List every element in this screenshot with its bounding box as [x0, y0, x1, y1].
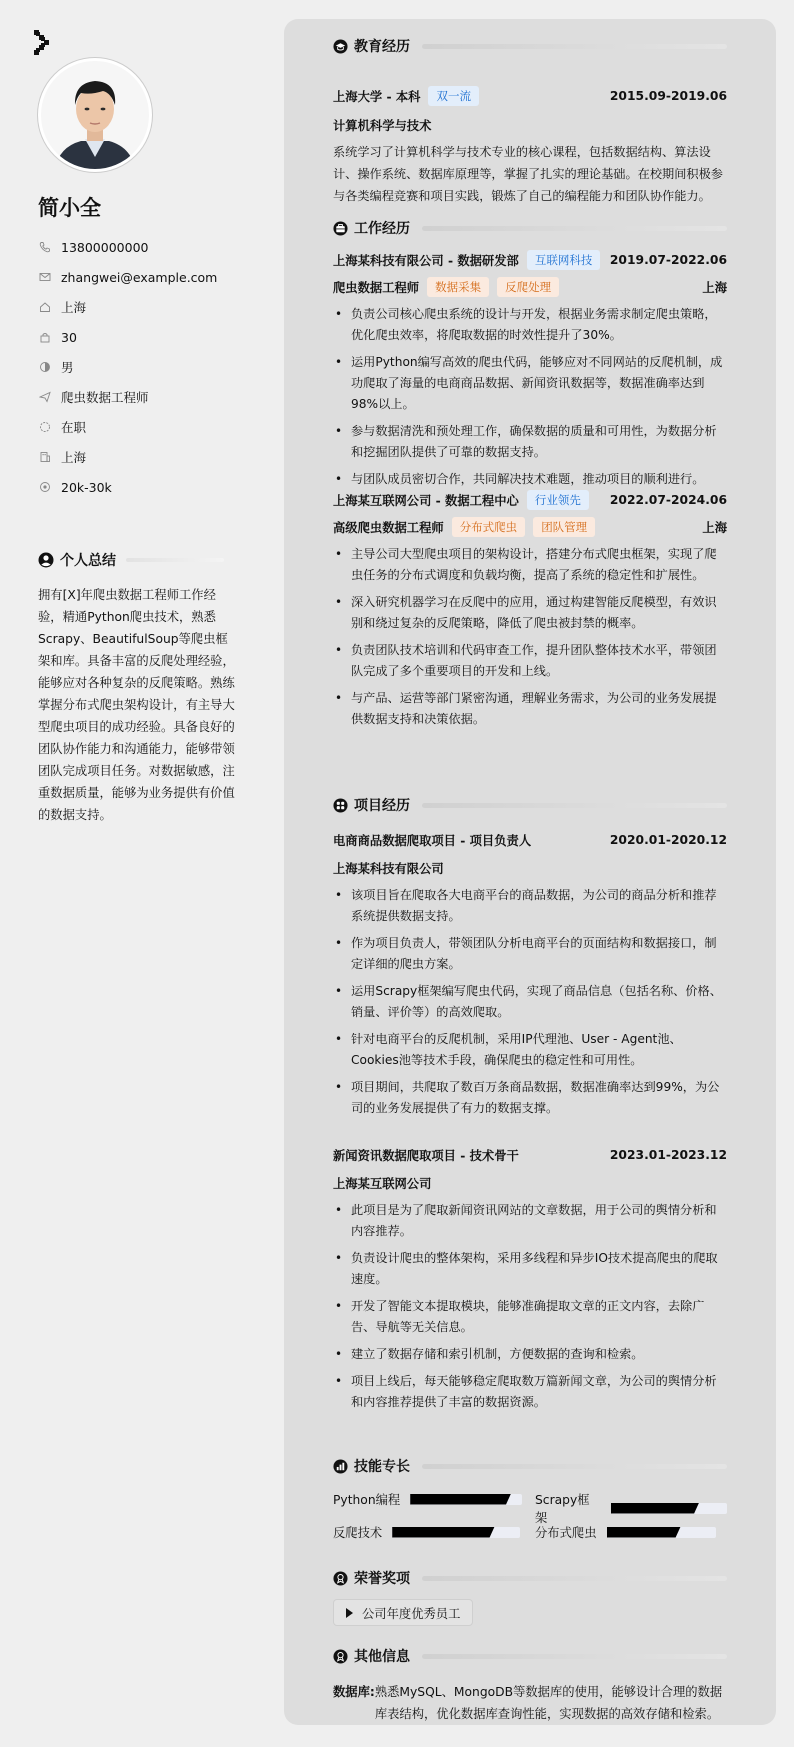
honor-item [333, 1599, 473, 1626]
skill-fill [410, 1494, 511, 1505]
age-text: 30 [61, 329, 77, 345]
divider [422, 44, 727, 49]
skill-anti-crawl [333, 1523, 520, 1541]
skill-fill [392, 1527, 494, 1538]
job-bullets-1 [333, 304, 727, 496]
skill-fill [611, 1503, 699, 1514]
award-icon [333, 1571, 348, 1586]
skill-fill [607, 1527, 681, 1538]
user-circle-icon [38, 552, 54, 568]
bar-chart-icon [333, 1459, 348, 1474]
project-period: 2020.01-2020.12 [609, 833, 727, 847]
other-header [333, 1646, 727, 1666]
job-location: 上海 [702, 521, 727, 535]
skill-distributed [535, 1523, 716, 1541]
other-title: 其他信息 [354, 1649, 410, 1665]
divider [422, 803, 727, 808]
list-item: • 负责设计爬虫的整体架构，采用多线程和异步IO技术提高爬虫的爬取速度。 [333, 1248, 727, 1290]
project-bullets-2 [333, 1200, 727, 1419]
honor-text: 公司年度优秀员工 [362, 1606, 461, 1621]
info-phone [38, 232, 217, 262]
skill-tag: 反爬处理 [497, 277, 559, 297]
status-icon [38, 421, 51, 434]
list-item: • 运用Scrapy框架编写爬虫代码，实现了商品信息（包括名称、价格、销量、评价等）的高效爬取。 [333, 981, 727, 1023]
projects-header [333, 795, 727, 815]
list-item: • 深入研究机器学习在反爬中的应用，通过构建智能反爬模型，有效识别和绕过复杂的反爬策略，降低了爬虫被封禁的概率。 [333, 592, 727, 634]
projects-title: 项目经历 [354, 798, 410, 814]
main-panel [284, 19, 776, 1725]
project-row-1 [333, 831, 727, 849]
honors-title: 荣誉奖项 [354, 1571, 410, 1587]
building-icon [38, 451, 51, 464]
divider [422, 1576, 727, 1581]
job-bullets-2 [333, 544, 727, 736]
city-text: 上海 [61, 450, 87, 465]
grid-icon [333, 798, 348, 813]
work-title: 工作经历 [354, 221, 410, 237]
phone-text: 13800000000 [61, 239, 149, 255]
job-position: 爬虫数据工程师 [333, 281, 420, 295]
project-name: 电商商品数据爬取项目 - 项目负责人 [333, 834, 532, 848]
divider [422, 1654, 727, 1659]
project-row-2 [333, 1146, 727, 1164]
divider [126, 558, 224, 562]
honors-header [333, 1568, 727, 1588]
list-item: • 项目上线后，每天能够稳定爬取数万篇新闻文章，为公司的舆情分析和内容推荐提供了丰富的数据资源。 [333, 1371, 727, 1413]
divider [422, 226, 727, 231]
list-item: • 负责公司核心爬虫系统的设计与开发，根据业务需求制定爬虫策略，优化爬虫效率，将爬取数据的时效性提升了30%。 [333, 304, 727, 346]
info-email [38, 262, 217, 292]
info-job [38, 382, 217, 412]
other-value: 熟悉MySQL、MongoDB等数据库的使用，能够设计合理的数据库表结构，优化数据库查询性能，实现数据的高效存储和检索。 [374, 1685, 723, 1721]
job-location: 上海 [702, 281, 727, 295]
summary-text: 拥有[X]年爬虫数据工程师工作经验，精通Python爬虫技术，熟悉Scrapy、BeautifulSoup等爬虫框架和库。具备丰富的反爬处理经验，能够应对各种复杂的反爬策略。熟练掌握分布式爬虫架构设计，有主导大型爬虫项目的成功经验。具备良好的团队协作能力和沟通能力，能够带领团队完成项目任务。对数据敏感，注重数据质量，能够为业务提供有价值的数据支持。 [38, 588, 235, 822]
other-item [333, 1681, 727, 1725]
skill-tag: 数据采集 [427, 277, 489, 297]
avatar-portrait-icon [41, 61, 149, 169]
project-bullets-1 [333, 885, 727, 1125]
info-city [38, 442, 217, 472]
summary-header [38, 550, 224, 570]
skill-name: Scrapy框架 [535, 1493, 590, 1525]
education-header [333, 36, 727, 56]
job-text: 爬虫数据工程师 [61, 390, 149, 405]
job-position-row-1 [333, 277, 727, 297]
job-company: 上海某科技有限公司 - 数据研发部 [333, 254, 519, 268]
job-row-2 [333, 490, 727, 510]
list-item: • 针对电商平台的反爬机制，采用IP代理池、User - Agent池、Cookies池等技术手段，确保爬虫的稳定性和可用性。 [333, 1029, 727, 1071]
project-company: 上海某科技有限公司 [333, 862, 444, 876]
skills-header [333, 1456, 727, 1476]
send-icon [38, 391, 51, 404]
skill-bar [611, 1503, 727, 1514]
skill-bar [607, 1527, 716, 1538]
other-key: 数据库: [333, 1685, 375, 1699]
email-text: zhangwei@example.com [61, 269, 218, 285]
list-item: • 负责团队技术培训和代码审查工作，提升团队整体技术水平，带领团队完成了多个重要项目的开发和上线。 [333, 640, 727, 682]
avatar [38, 58, 152, 172]
skill-name: 反爬技术 [333, 1526, 383, 1540]
gender-text: 男 [61, 360, 74, 375]
salary-text: 20k-30k [61, 479, 112, 495]
chevron-logo-icon [34, 30, 54, 58]
school-tag: 双一流 [428, 86, 479, 106]
triangle-icon [346, 1608, 353, 1618]
list-item: • 项目期间，共爬取了数百万条商品数据，数据准确率达到99%，为公司的业务发展提供了有力的数据支撑。 [333, 1077, 727, 1119]
skill-bar [410, 1494, 522, 1505]
skill-tag: 分布式爬虫 [452, 517, 526, 537]
list-item: • 此项目是为了爬取新闻资讯网站的文章数据，用于公司的舆情分析和内容推荐。 [333, 1200, 727, 1242]
list-item: • 与产品、运营等部门紧密沟通，理解业务需求，为公司的业务发展提供数据支持和决策依据。 [333, 688, 727, 730]
job-position: 高级爬虫数据工程师 [333, 521, 444, 535]
home-icon [38, 301, 51, 314]
job-position-row-2 [333, 517, 727, 537]
education-major: 计算机科学与技术 [333, 119, 432, 133]
school-name: 上海大学 - 本科 [333, 90, 421, 104]
list-item: • 运用Python编写高效的爬虫代码，能够应对不同网站的反爬机制，成功爬取了海量的电商商品数据、新闻资讯数据等，数据准确率达到98%以上。 [333, 352, 727, 415]
briefcase-icon [333, 221, 348, 236]
gender-icon [38, 361, 51, 374]
job-row-1 [333, 250, 727, 270]
phone-icon [38, 241, 51, 254]
skills-title: 技能专长 [354, 1459, 410, 1475]
contact-info-list [38, 232, 217, 502]
divider [422, 1464, 727, 1469]
job-period: 2022.07-2024.06 [609, 493, 727, 507]
summary-title: 个人总结 [60, 553, 116, 569]
job-tag: 行业领先 [527, 490, 589, 510]
education-title: 教育经历 [354, 39, 410, 55]
salary-icon [38, 481, 51, 494]
list-item: • 参与数据清洗和预处理工作，确保数据的质量和可用性，为数据分析和挖掘团队提供了可靠的数据支持。 [333, 421, 727, 463]
location-text: 上海 [61, 300, 87, 315]
skill-python [333, 1490, 522, 1508]
skill-name: Python编程 [333, 1493, 401, 1507]
age-icon [38, 331, 51, 344]
info-status [38, 412, 217, 442]
education-row [333, 86, 727, 106]
project-period: 2023.01-2023.12 [609, 1148, 727, 1162]
list-item: • 开发了智能文本提取模块，能够准确提取文章的正文内容，去除广告、导航等无关信息。 [333, 1296, 727, 1338]
info-icon [333, 1649, 348, 1664]
candidate-name: 简小全 [38, 196, 101, 220]
list-item: • 主导公司大型爬虫项目的架构设计，搭建分布式爬虫框架，实现了爬虫任务的分布式调度和负载均衡，提高了系统的稳定性和扩展性。 [333, 544, 727, 586]
list-item: • 作为项目负责人，带领团队分析电商平台的页面结构和数据接口，制定详细的爬虫方案。 [333, 933, 727, 975]
job-period: 2019.07-2022.06 [609, 253, 727, 267]
list-item: • 与团队成员密切合作，共同解决技术难题，推动项目的顺利进行。 [333, 469, 727, 490]
info-gender [38, 352, 217, 382]
project-company: 上海某互联网公司 [333, 1177, 432, 1191]
info-age [38, 322, 217, 352]
work-header [333, 218, 727, 238]
sidebar [0, 0, 284, 1747]
skill-scrapy [535, 1490, 727, 1526]
skill-bar [392, 1527, 520, 1538]
list-item: • 建立了数据存储和索引机制，方便数据的查询和检索。 [333, 1344, 727, 1365]
job-tag: 互联网科技 [527, 250, 601, 270]
project-name: 新闻资讯数据爬取项目 - 技术骨干 [333, 1149, 519, 1163]
education-period: 2015.09-2019.06 [609, 89, 727, 103]
graduation-cap-icon [333, 39, 348, 54]
status-text: 在职 [61, 420, 87, 435]
job-company: 上海某互联网公司 - 数据工程中心 [333, 494, 519, 508]
info-salary [38, 472, 217, 502]
skill-name: 分布式爬虫 [535, 1526, 597, 1540]
education-desc: 系统学习了计算机科学与技术专业的核心课程，包括数据结构、算法设计、操作系统、数据库原理等，掌握了扎实的理论基础。在校期间积极参与各类编程竞赛和项目实践，锻炼了自己的编程能力和团队协作能力。 [333, 145, 723, 203]
email-icon [38, 271, 51, 284]
skill-tag: 团队管理 [533, 517, 595, 537]
info-location [38, 292, 217, 322]
list-item: • 该项目旨在爬取各大电商平台的商品数据，为公司的商品分析和推荐系统提供数据支持。 [333, 885, 727, 927]
